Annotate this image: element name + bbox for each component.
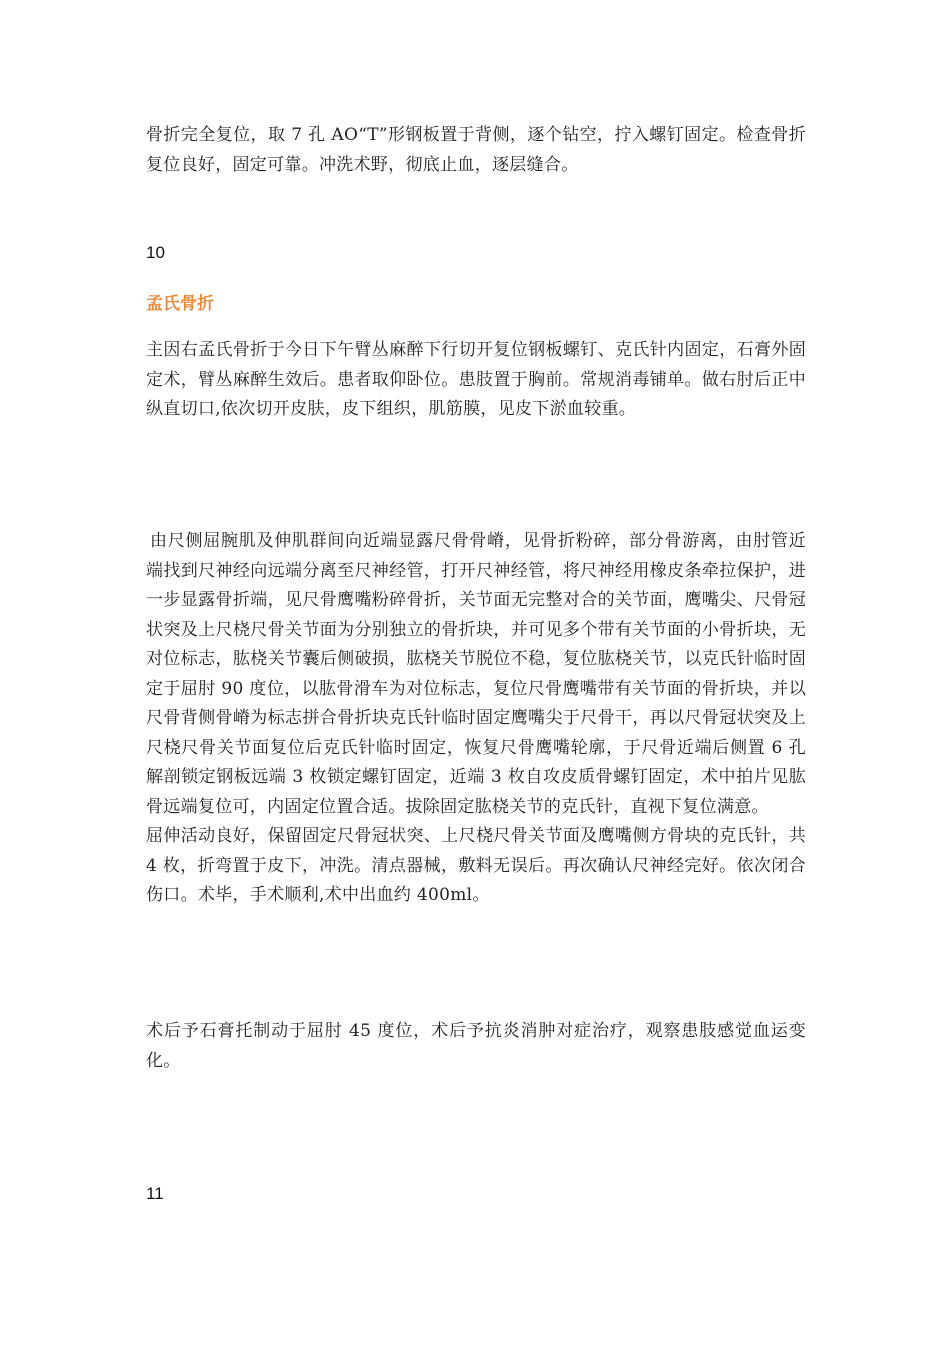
intro-paragraph-text: 骨折完全复位，取 7 孔 AO“T”形钢板置于背侧，逐个钻空，拧入螺钉固定。检查骨折复位良好，固定可靠。冲洗术野，彻底止血，逐层缝合。 [146,125,806,175]
section-number: 11 [146,1184,164,1203]
procedure-paragraph-text: 由尺侧屈腕肌及伸肌群间向近端显露尺骨骨嵴，见骨折粉碎，部分骨游离，由肘管近端找到尺神经向远端分离至尺神经管，打开尺神经管，将尺神经用橡皮条牵拉保护，进一步显露骨折端，见尺骨鹰嘴粉碎骨折，关节面无完整对合的关节面，鹰嘴尖、尺骨冠状突及上尺桡尺骨关节面为分别独立的骨折块，并可见多个带有关节面的小骨折块，无对位标志，肱桡关节囊后侧破损，肱桡关节脱位不稳，复位肱桡关节，以克氏针临时固定于屈肘 90 度位，以肱骨滑车为对位标志，复位尺骨鹰嘴带有关节面的骨折块，并以尺骨背侧骨嵴为标志拼合骨折块克氏针临时固定鹰嘴尖于尺骨干，再以尺骨冠状突及上尺桡尺骨关节面复位后克氏针临时固定，恢复尺骨鹰嘴轮廓，于尺骨近端后侧置 6 孔解剖锁定钢板远端 3 枚锁定螺钉固定，近端 3 枚自攻皮质骨螺钉固定，术中拍片见肱骨远端复位可，内固定位置合适。拔除固定肱桡关节的克氏针，直视下复位满意。 [146,531,806,817]
procedure-continuation-text: 屈伸活动良好，保留固定尺骨冠状突、上尺桡尺骨关节面及鹰嘴侧方骨块的克氏针，共 4 枚，折弯置于皮下，冲洗。清点器械，敷料无误后。再次确认尺神经完好。依次闭合伤口。术毕，手术顺利,术中出血约 400ml。 [146,826,806,905]
summary-paragraph-text: 主因右孟氏骨折于今日下午臂丛麻醉下行切开复位钢板螺钉、克氏针内固定，石膏外固定术，臂丛麻醉生效后。患者取仰卧位。患肢置于胸前。常规消毒铺单。做右肘后正中纵直切口,依次切开皮肤，皮下组织，肌筋膜，见皮下淤血较重。 [146,340,806,419]
summary-paragraph [146,336,806,425]
procedure-paragraph [146,527,806,911]
postop-paragraph [146,1017,806,1076]
postop-paragraph-text: 术后予石膏托制动于屈肘 45 度位，术后予抗炎消肿对症治疗，观察患肢感觉血运变化。 [146,1021,806,1071]
section-number: 10 [146,243,165,262]
section-title: 孟氏骨折 [146,294,214,314]
intro-paragraph [146,121,806,180]
